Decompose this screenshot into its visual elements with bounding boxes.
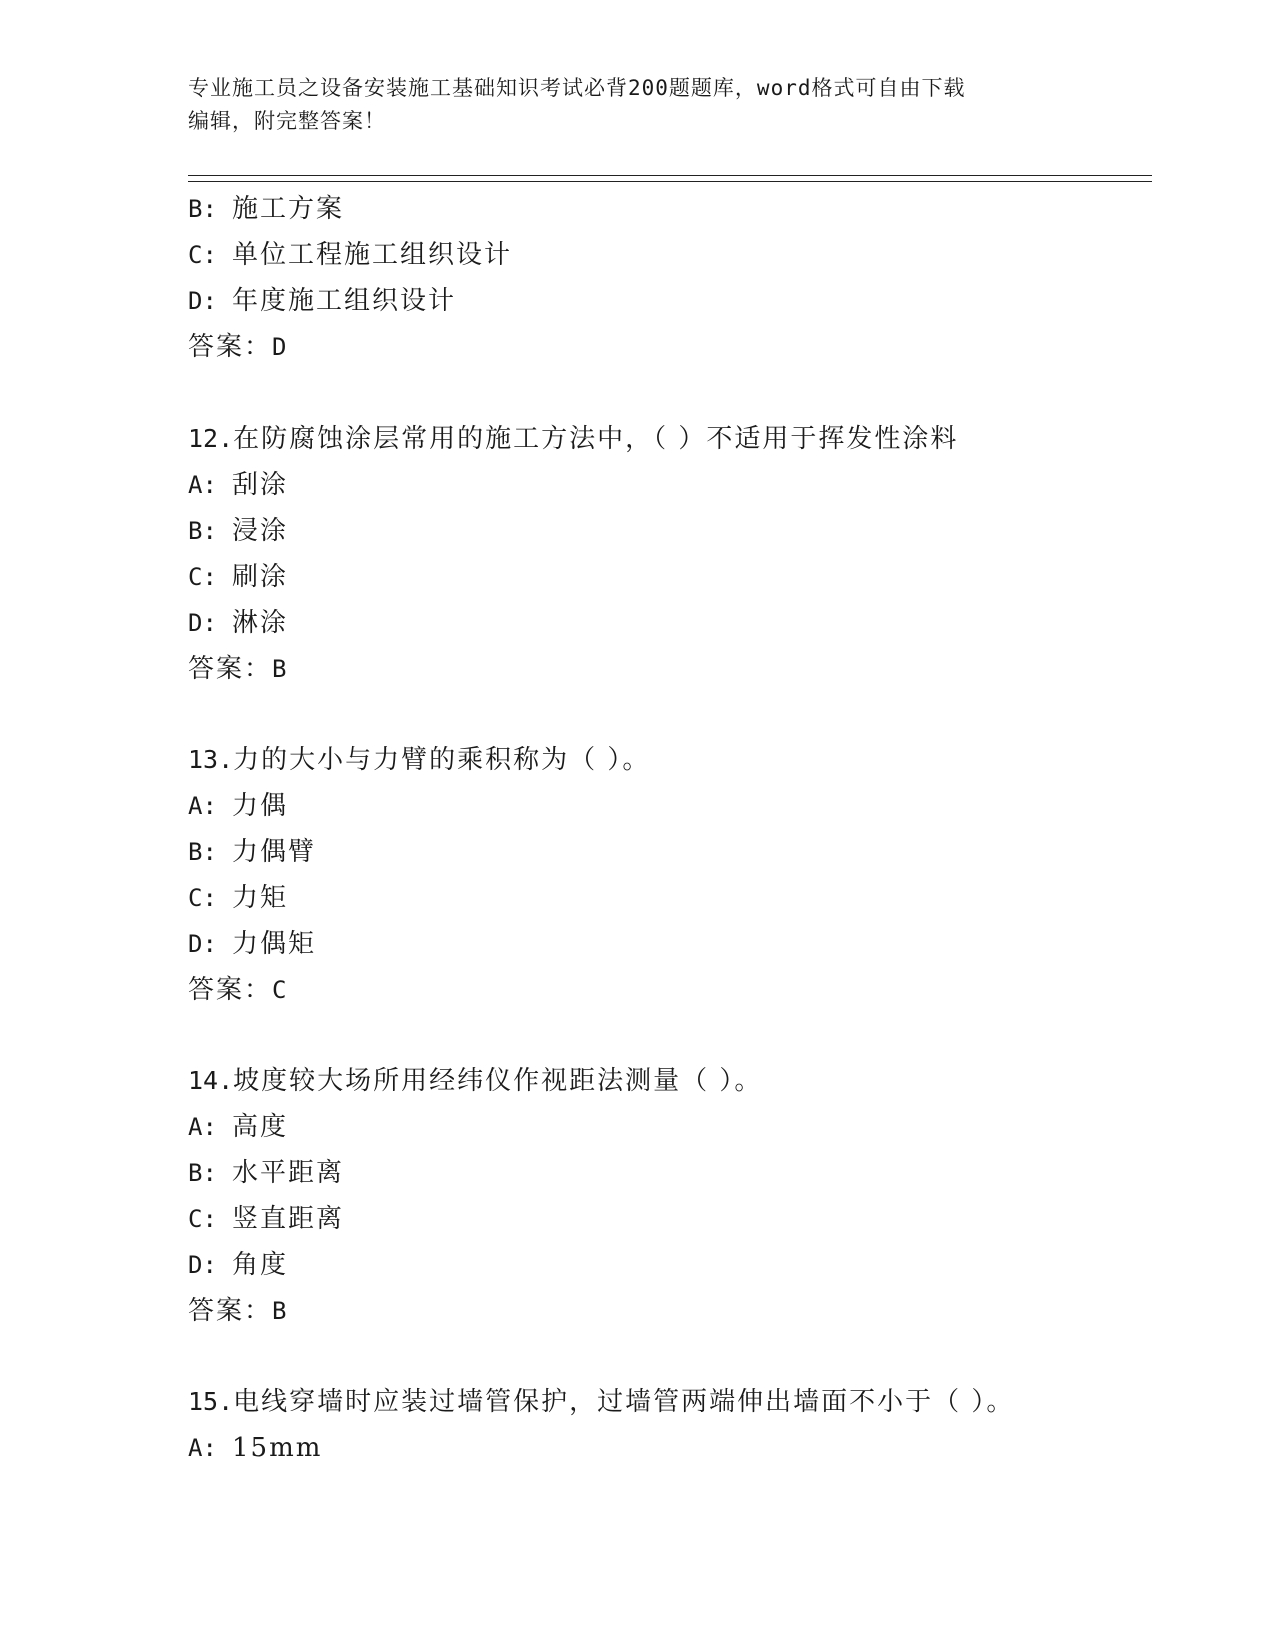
question-number: 12. — [188, 424, 234, 453]
option-text: 力矩 — [232, 883, 289, 913]
option-text: 浸涂 — [232, 516, 289, 546]
answer-line — [188, 1288, 1168, 1334]
option-key: A: — [188, 1113, 217, 1141]
option-c — [188, 1196, 1168, 1242]
option-d — [188, 600, 1168, 646]
question-number: 13. — [188, 745, 234, 774]
option-key: B: — [188, 195, 217, 223]
option-text: 水平距离 — [232, 1158, 345, 1188]
answer-label: 答案： — [188, 654, 273, 684]
answer-line — [188, 646, 1168, 692]
question-12 — [188, 416, 1168, 692]
question-13 — [188, 737, 1168, 1013]
option-a — [188, 783, 1168, 829]
question-14 — [188, 1058, 1168, 1334]
spacer — [188, 370, 1168, 416]
option-a — [188, 462, 1168, 508]
header-divider-bottom — [188, 181, 1152, 182]
answer-label: 答案： — [188, 1296, 273, 1326]
question-stem — [188, 416, 1168, 462]
option-key: C: — [188, 241, 217, 269]
option-text: 单位工程施工组织设计 — [232, 240, 513, 270]
question-text: 电线穿墙时应装过墙管保护，过墙管两端伸出墙面不小于（ ）。 — [233, 1387, 1015, 1417]
option-text: 15mm — [232, 1433, 323, 1463]
option-key: B: — [188, 1159, 217, 1187]
option-c — [188, 875, 1168, 921]
question-number: 15. — [188, 1387, 234, 1416]
option-b — [188, 508, 1168, 554]
question-11-continued — [188, 186, 1168, 370]
question-15 — [188, 1379, 1168, 1471]
option-text: 刮涂 — [232, 470, 289, 500]
question-text: 力的大小与力臂的乘积称为（ ）。 — [233, 745, 651, 775]
option-key: D: — [188, 609, 217, 637]
option-key: C: — [188, 1205, 217, 1233]
option-d — [188, 278, 1168, 324]
option-key: A: — [188, 1434, 217, 1462]
question-text: 在防腐蚀涂层常用的施工方法中，（ ）不适用于挥发性涂料 — [233, 424, 959, 454]
option-text: 施工方案 — [232, 194, 345, 224]
answer-value: B — [272, 1297, 288, 1325]
document-header — [188, 72, 1088, 138]
answer-value: D — [272, 333, 288, 361]
spacer — [188, 1334, 1168, 1379]
header-line-1: 专业施工员之设备安装施工基础知识考试必背200题题库，word格式可自由下载 — [188, 76, 966, 100]
option-b — [188, 186, 1168, 232]
question-stem — [188, 1058, 1168, 1104]
question-list — [188, 186, 1168, 1471]
option-c — [188, 554, 1168, 600]
option-d — [188, 921, 1168, 967]
option-key: A: — [188, 471, 217, 499]
header-divider-top — [188, 175, 1152, 176]
option-key: D: — [188, 930, 217, 958]
spacer — [188, 1013, 1168, 1058]
option-key: A: — [188, 792, 217, 820]
option-key: D: — [188, 1251, 217, 1279]
option-text: 高度 — [232, 1112, 289, 1142]
spacer — [188, 692, 1168, 737]
option-text: 力偶 — [232, 791, 289, 821]
option-text: 年度施工组织设计 — [232, 286, 457, 316]
answer-label: 答案： — [188, 332, 273, 362]
option-text: 刷涂 — [232, 562, 289, 592]
option-key: B: — [188, 838, 217, 866]
option-b — [188, 1150, 1168, 1196]
option-text: 竖直距离 — [232, 1204, 345, 1234]
option-a — [188, 1425, 1168, 1471]
option-a — [188, 1104, 1168, 1150]
option-key: B: — [188, 517, 217, 545]
header-line-2: 编辑，附完整答案！ — [188, 109, 386, 133]
question-stem — [188, 1379, 1168, 1425]
option-d — [188, 1242, 1168, 1288]
option-text: 力偶臂 — [232, 837, 317, 867]
option-c — [188, 232, 1168, 278]
option-key: C: — [188, 884, 217, 912]
answer-line — [188, 967, 1168, 1013]
answer-value: B — [272, 655, 288, 683]
answer-value: C — [272, 976, 288, 1004]
option-key: C: — [188, 563, 217, 591]
question-text: 坡度较大场所用经纬仪作视距法测量（ ）。 — [233, 1066, 763, 1096]
question-stem — [188, 737, 1168, 783]
answer-line — [188, 324, 1168, 370]
option-b — [188, 829, 1168, 875]
answer-label: 答案： — [188, 975, 273, 1005]
option-text: 力偶矩 — [232, 929, 317, 959]
option-text: 淋涂 — [232, 608, 289, 638]
option-text: 角度 — [232, 1250, 289, 1280]
question-number: 14. — [188, 1066, 234, 1095]
option-key: D: — [188, 287, 217, 315]
